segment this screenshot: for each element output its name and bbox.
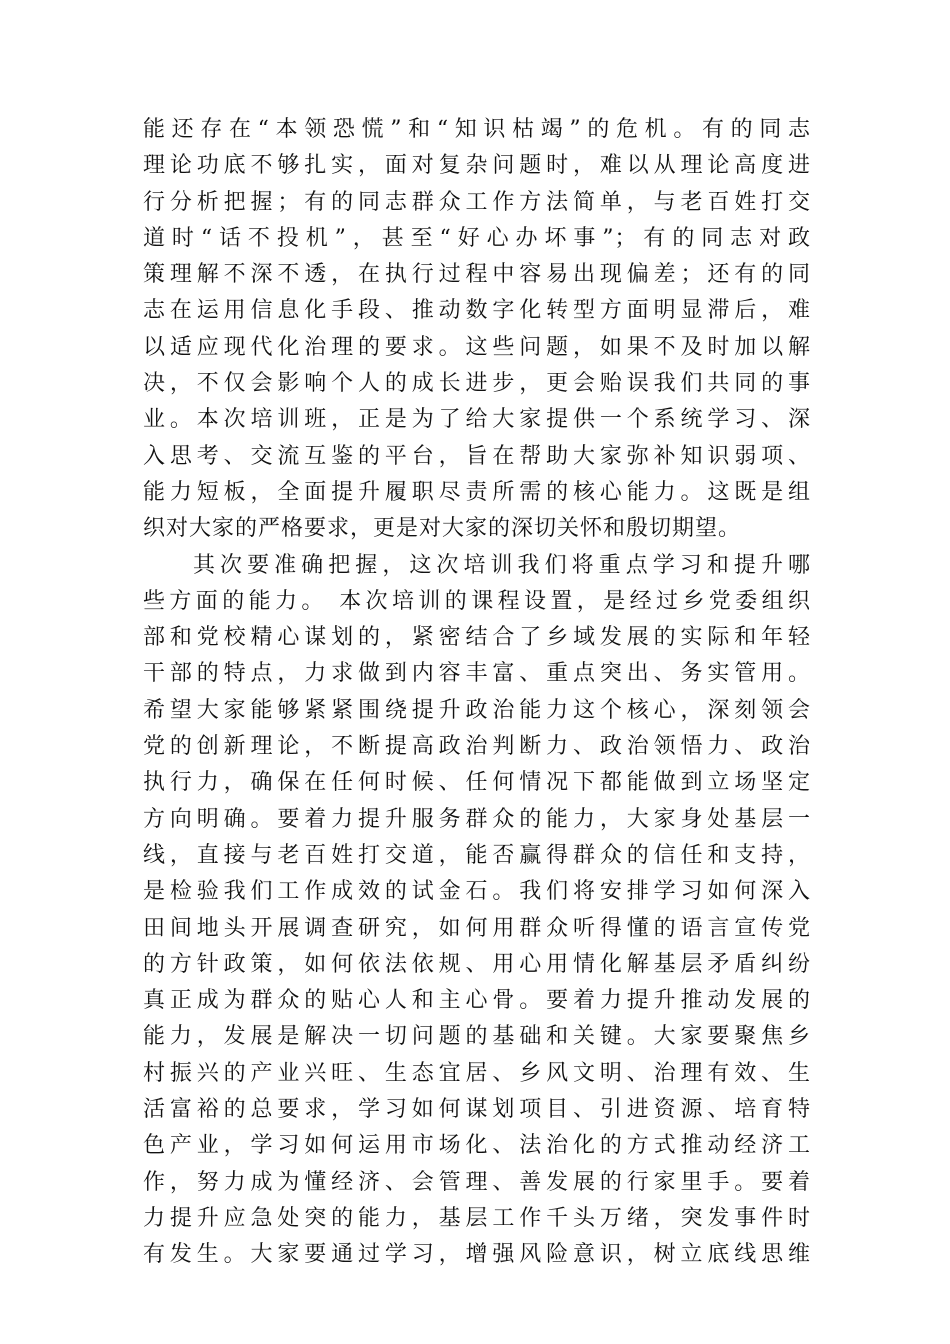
text-line: 力提升应急处突的能力，基层工作千头万绪，突发事件时 — [143, 1205, 811, 1231]
text-line: 能力，发展是解决一切问题的基础和关键。大家要聚焦乡 — [143, 1024, 811, 1050]
text-line: 党的创新理论，不断提高政治判断力、政治领悟力、政治 — [143, 734, 811, 760]
text-line: 干部的特点，力求做到内容丰富、重点突出、务实管用。 — [143, 661, 811, 687]
text-line: 线，直接与老百姓打交道，能否赢得群众的信任和支持， — [143, 842, 811, 868]
text-line: 有发生。大家要通过学习，增强风险意识，树立底线思维 — [143, 1242, 811, 1268]
text-line: 执行力，确保在任何时候、任何情况下都能做到立场坚定 — [143, 770, 811, 796]
text-line: 是检验我们工作成效的试金石。我们将安排学习如何深入 — [143, 879, 811, 905]
paragraph-first-line: 其次要准确把握，这次培训我们将重点学习和提升哪 — [193, 552, 811, 578]
text-line: 业。本次培训班，正是为了给大家提供一个系统学习、深 — [143, 407, 811, 433]
text-line: 色产业，学习如何运用市场化、法治化的方式推动经济工 — [143, 1133, 811, 1159]
text-line: 村振兴的产业兴旺、生态宜居、乡风文明、治理有效、生 — [143, 1060, 811, 1086]
text-line: 方向明确。要着力提升服务群众的能力，大家身处基层一 — [143, 806, 811, 832]
text-line: 道时“话不投机”，甚至“好心办坏事”；有的同志对政 — [143, 225, 811, 251]
text-line: 入思考、交流互鉴的平台，旨在帮助大家弥补知识弱项、 — [143, 443, 811, 469]
text-line: 活富裕的总要求，学习如何谋划项目、引进资源、培育特 — [143, 1097, 811, 1123]
text-line: 真正成为群众的贴心人和主心骨。要着力提升推动发展的 — [143, 988, 811, 1014]
text-line: 能力短板，全面提升履职尽责所需的核心能力。这既是组 — [143, 479, 811, 505]
body-text — [143, 112, 811, 1274]
text-line: 决，不仅会影响个人的成长进步，更会贻误我们共同的事 — [143, 371, 811, 397]
text-line: 能还存在“本领恐慌”和“知识枯竭”的危机。有的同志 — [143, 117, 811, 142]
text-line: 策理解不深不透，在执行过程中容易出现偏差；还有的同 — [143, 262, 811, 288]
text-line: 行分析把握；有的同志群众工作方法简单，与老百姓打交 — [143, 189, 811, 215]
text-line: 理论功底不够扎实，面对复杂问题时，难以从理论高度进 — [143, 153, 811, 179]
text-line: 些方面的能力。 本次培训的课程设置，是经过乡党委组织 — [143, 588, 811, 614]
text-line: 以适应现代化治理的要求。这些问题，如果不及时加以解 — [143, 334, 811, 360]
text-line: 希望大家能够紧紧围绕提升政治能力这个核心，深刻领会 — [143, 697, 811, 723]
text-line: 志在运用信息化手段、推动数字化转型方面明显滞后，难 — [143, 298, 811, 324]
text-line: 田间地头开展调查研究，如何用群众听得懂的语言宣传党 — [143, 915, 811, 941]
text-line: 部和党校精心谋划的，紧密结合了乡域发展的实际和年轻 — [143, 625, 811, 651]
text-line: 织对大家的严格要求，更是对大家的深切关怀和殷切期望。 — [143, 516, 742, 542]
text-line: 作，努力成为懂经济、会管理、善发展的行家里手。要着 — [143, 1169, 811, 1195]
text-line: 的方针政策，如何依法依规、用心用情化解基层矛盾纠纷 — [143, 951, 811, 977]
